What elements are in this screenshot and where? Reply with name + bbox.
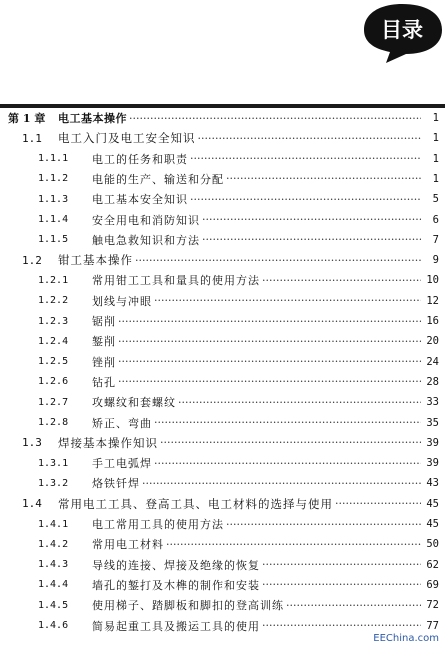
toc-entry-title: 锉削 xyxy=(92,355,116,369)
toc-entry-page: 1 xyxy=(432,172,439,185)
toc-entry-title: 手工电弧焊 xyxy=(92,457,152,471)
toc-entry[interactable] xyxy=(0,372,445,392)
toc-entry-title: 攻螺纹和套螺纹 xyxy=(92,396,176,410)
toc-entry-title: 锯削 xyxy=(92,315,116,328)
toc-leader-dots xyxy=(142,477,421,490)
toc-entry[interactable] xyxy=(0,433,445,453)
toc-entry-number: 1.4.2 xyxy=(38,538,69,550)
toc-entry-number: 1.4 xyxy=(22,497,42,511)
toc-entry-title: 钳工基本操作 xyxy=(58,253,133,268)
toc-entry-title: 錾削 xyxy=(92,335,116,349)
toc-entry-title: 电工的任务和职责 xyxy=(92,152,188,166)
toc-entry-page: 1 xyxy=(432,112,439,124)
toc-entry[interactable] xyxy=(0,270,445,290)
toc-entry-number: 1.3.1 xyxy=(38,457,69,469)
toc-entry-title: 简易起重工具及搬运工具的使用 xyxy=(92,619,260,633)
toc-leader-dots xyxy=(335,497,421,510)
toc-leader-dots xyxy=(160,436,421,449)
toc-entry-number: 1.4.1 xyxy=(38,518,69,530)
toc-entry-title: 常用电工工具、登高工具、电工材料的选择与使用 xyxy=(58,496,333,511)
toc-entry-title: 划线与冲眼 xyxy=(92,294,152,308)
toc-leader-dots xyxy=(262,558,421,571)
toc-entry[interactable] xyxy=(0,453,445,473)
toc-leader-dots xyxy=(262,578,421,591)
toc-leader-dots xyxy=(286,599,421,612)
toc-entry[interactable] xyxy=(0,128,445,148)
toc-entry-title: 触电急救知识和方法 xyxy=(92,233,200,247)
toc-entry[interactable] xyxy=(0,595,445,615)
toc-entry[interactable] xyxy=(0,311,445,331)
toc-badge xyxy=(356,0,445,64)
toc-entry-title: 电工入门及电工安全知识 xyxy=(58,131,196,146)
toc-entry[interactable] xyxy=(0,169,445,189)
toc-entry-page: 7 xyxy=(432,233,439,246)
toc-entry-title: 使用梯子、踏脚板和脚扣的登高训练 xyxy=(92,599,284,613)
toc-entry-title: 常用电工材料 xyxy=(92,538,164,552)
toc-entry-page: 39 xyxy=(426,457,439,470)
toc-leader-dots xyxy=(226,172,421,185)
toc-entry-page: 39 xyxy=(426,436,439,449)
toc-badge-label: 目录 xyxy=(381,18,423,42)
toc-entry-page: 72 xyxy=(426,599,439,612)
toc-entry-page: 33 xyxy=(426,396,439,409)
toc-leader-dots xyxy=(118,335,421,348)
toc-entry-number: 1.2.5 xyxy=(38,356,69,368)
toc-entry-number: 1.4.4 xyxy=(38,579,69,591)
toc-entry-title: 钻孔 xyxy=(92,375,116,389)
toc-entry-number: 1.4.3 xyxy=(38,559,69,571)
toc-entry-title: 安全用电和消防知识 xyxy=(92,213,200,227)
toc-leader-dots xyxy=(190,152,421,165)
toc-leader-dots xyxy=(166,538,421,551)
toc-entry[interactable] xyxy=(0,352,445,372)
toc-entry-number: 1.2.2 xyxy=(38,295,69,307)
toc-entry-number: 1.2.8 xyxy=(38,417,69,428)
toc-entry-page: 6 xyxy=(432,213,439,226)
toc-entry[interactable] xyxy=(0,473,445,493)
toc-entry-page: 50 xyxy=(426,538,439,551)
toc-leader-dots xyxy=(154,294,421,307)
toc-entry[interactable] xyxy=(0,331,445,351)
toc-leader-dots xyxy=(154,416,421,429)
toc-leader-dots xyxy=(262,619,421,632)
toc-entry-title: 电工常用工具的使用方法 xyxy=(92,518,224,531)
toc-entry-page: 20 xyxy=(426,335,439,348)
toc-entry-number: 1.1.2 xyxy=(38,173,69,185)
toc-entry-number: 第 1 章 xyxy=(8,112,46,125)
toc-entry-number: 1.2.7 xyxy=(38,396,69,408)
toc-entry[interactable] xyxy=(0,534,445,554)
toc-leader-dots xyxy=(178,396,421,409)
toc-entry-page: 62 xyxy=(426,558,439,571)
toc-entry-page: 35 xyxy=(426,416,439,429)
toc-entry-title: 导线的连接、焊接及绝缘的恢复 xyxy=(92,558,260,572)
toc-entry-number: 1.2 xyxy=(22,253,42,267)
toc-entry[interactable] xyxy=(0,189,445,209)
toc-entry-page: 5 xyxy=(432,193,439,206)
toc-entry[interactable] xyxy=(0,149,445,169)
toc-entry-title: 焊接基本操作知识 xyxy=(58,435,158,450)
toc-entry-page: 43 xyxy=(426,477,439,490)
toc-leader-dots xyxy=(262,274,421,287)
toc-leader-dots xyxy=(226,518,421,531)
toc-entry-page: 10 xyxy=(426,274,439,287)
toc-entry-number: 1.1.5 xyxy=(38,234,69,246)
toc-entry-page: 9 xyxy=(432,254,439,267)
toc-entry-number: 1.1.4 xyxy=(38,214,69,225)
toc-leader-dots xyxy=(198,132,422,145)
toc-entry-title: 电能的生产、输送和分配 xyxy=(92,172,224,186)
toc-entry[interactable] xyxy=(0,291,445,311)
toc-leader-dots xyxy=(202,233,421,246)
toc-entry-number: 1.2.6 xyxy=(38,376,69,388)
toc-leader-dots xyxy=(190,193,421,206)
toc-entry-title: 矫正、弯曲 xyxy=(92,416,152,430)
toc-entry-number: 1.1 xyxy=(22,131,42,145)
toc-entry[interactable] xyxy=(0,108,445,128)
toc-entry[interactable] xyxy=(0,555,445,575)
toc-entry[interactable] xyxy=(0,494,445,514)
toc-entry-title: 电工基本操作 xyxy=(58,112,127,125)
toc-entry-number: 1.4.5 xyxy=(38,599,69,611)
toc-entry-number: 1.1.1 xyxy=(38,153,69,165)
toc-entry-number: 1.2.4 xyxy=(38,335,69,347)
toc-entry-number: 1.2.1 xyxy=(38,274,69,286)
toc-entry[interactable] xyxy=(0,230,445,250)
toc-entry-page: 77 xyxy=(426,619,439,632)
toc-leader-dots xyxy=(118,315,421,328)
toc-entry-number: 1.3.2 xyxy=(38,477,69,489)
toc-leader-dots xyxy=(118,375,421,388)
toc-entry-number: 1.2.3 xyxy=(38,315,69,327)
toc-entry-page: 45 xyxy=(426,497,439,510)
toc-entry-title: 电工基本安全知识 xyxy=(92,193,188,207)
toc-leader-dots xyxy=(118,355,421,368)
toc-entry[interactable] xyxy=(0,575,445,595)
toc-entry-number: 1.4.6 xyxy=(38,620,69,631)
toc-leader-dots xyxy=(135,254,421,267)
toc-entry-number: 1.1.3 xyxy=(38,193,69,205)
toc-entry-page: 45 xyxy=(426,518,439,530)
toc-entry-page: 1 xyxy=(432,132,439,145)
toc-entry[interactable] xyxy=(0,250,445,270)
toc-entry-number: 1.3 xyxy=(22,436,42,450)
toc-entry-page: 12 xyxy=(426,294,439,307)
toc-entry-page: 28 xyxy=(426,375,439,388)
toc-entry-title: 烙铁钎焊 xyxy=(92,477,140,491)
toc-entry-title: 墙孔的錾打及木榫的制作和安装 xyxy=(92,578,260,592)
toc-entry-page: 1 xyxy=(432,152,439,165)
watermark: EEChina.com xyxy=(373,633,439,644)
toc-entry-page: 24 xyxy=(426,355,439,368)
toc-leader-dots xyxy=(129,112,421,125)
toc-entry-page: 16 xyxy=(426,315,439,327)
toc-entry-title: 常用钳工工具和量具的使用方法 xyxy=(92,274,260,288)
toc-entry[interactable] xyxy=(0,413,445,433)
toc-entry[interactable] xyxy=(0,392,445,412)
toc-leader-dots xyxy=(154,457,421,470)
toc-entry[interactable] xyxy=(0,210,445,230)
toc-leader-dots xyxy=(202,213,421,226)
toc-entry[interactable] xyxy=(0,514,445,534)
toc-entry-page: 69 xyxy=(426,578,439,591)
